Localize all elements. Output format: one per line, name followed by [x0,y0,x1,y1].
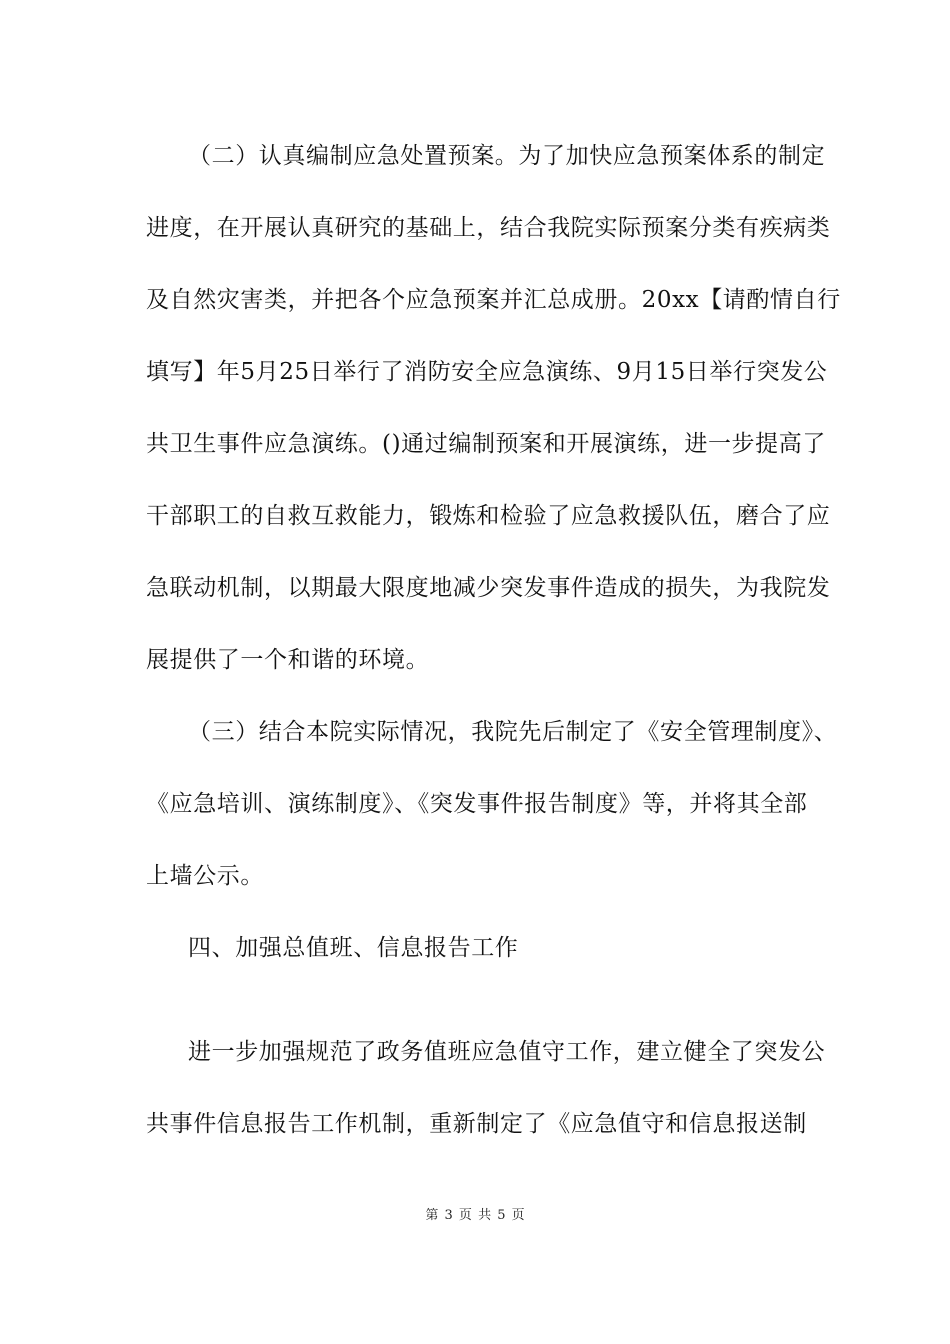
page-footer [0,1206,950,1226]
text-line: 填写】年5月25日举行了消防安全应急演练、9月15日举行突发公 [146,359,828,385]
paragraph-line [0,856,950,896]
paragraph-line [0,712,950,752]
text-line: 展提供了一个和谐的环境。 [146,647,430,673]
text-line: 《应急培训、演练制度》、《突发事件报告制度》等，并将其全部 [146,791,808,817]
paragraph-line [0,136,950,176]
paragraph-line [0,1032,950,1072]
text-line: 急联动机制，以期最大限度地减少突发事件造成的损失，为我院发 [146,575,831,601]
text-line: 进一步加强规范了政务值班应急值守工作，建立健全了突发公 [188,1039,826,1065]
text-line: 共卫生事件应急演练。()通过编制预案和开展演练，进一步提高了 [146,431,826,457]
heading-text: 四、加强总值班、信息报告工作 [188,935,519,961]
paragraph-line [0,568,950,608]
paragraph-line [0,424,950,464]
footer-label-total-unit: 页 [511,1208,525,1223]
paragraph-line [0,496,950,536]
text-line: （三）结合本院实际情况，我院先后制定了《安全管理制度》、 [188,719,838,745]
section-heading [0,928,950,968]
text-line: 及自然灾害类，并把各个应急预案并汇总成册。20xx【请酌情自行 [146,287,841,313]
text-line: 进度，在开展认真研究的基础上，结合我院实际预案分类有疾病类 [146,215,831,241]
paragraph-line [0,784,950,824]
text-line: （二）认真编制应急处置预案。为了加快应急预案体系的制定 [188,143,826,169]
text-line: 共事件信息报告工作机制，重新制定了《应急值守和信息报送制 [146,1111,807,1137]
footer-total-pages: 5 [497,1208,506,1223]
paragraph-line [0,208,950,248]
footer-label-page-unit: 页 [458,1208,472,1223]
footer-label-page: 第 [425,1208,439,1223]
footer-current-page: 3 [444,1208,453,1223]
paragraph-line [0,280,950,320]
footer-label-total: 共 [478,1208,492,1223]
text-line: 上墙公示。 [146,863,264,889]
text-line: 干部职工的自救互救能力，锻炼和检验了应急救援队伍，磨合了应 [146,503,831,529]
paragraph-line [0,1104,950,1144]
paragraph-line [0,352,950,392]
paragraph-line [0,640,950,680]
